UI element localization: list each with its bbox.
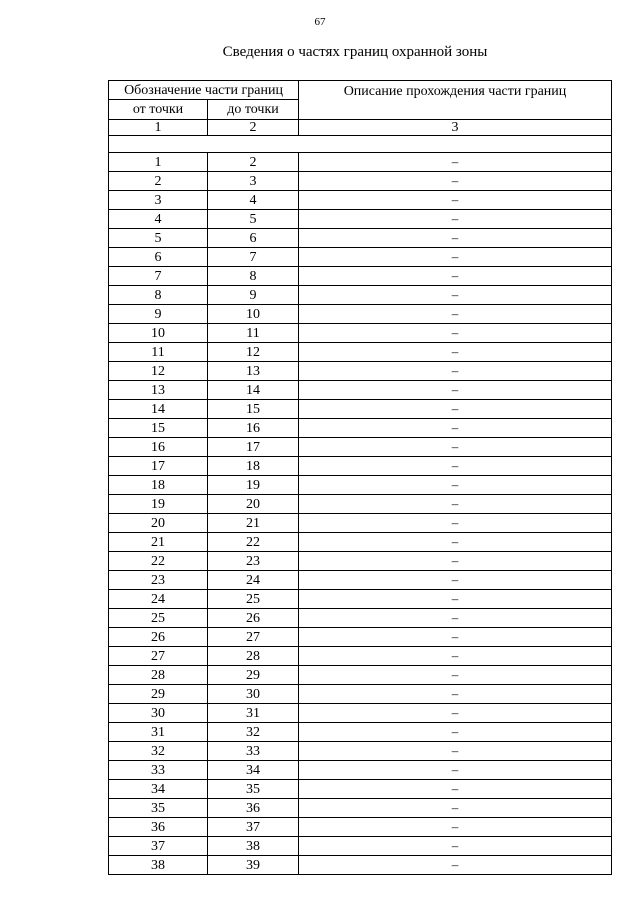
from-point-cell: 12 <box>109 362 208 381</box>
description-cell <box>299 704 612 723</box>
table-row <box>109 799 612 818</box>
description-dash: – <box>451 629 459 644</box>
description-dash: – <box>451 648 459 663</box>
designation-header: Обозначение части границ <box>109 81 299 100</box>
description-dash: – <box>451 724 459 739</box>
boundary-parts-table <box>108 80 612 875</box>
description-dash: – <box>451 705 459 720</box>
spacer-row <box>109 136 612 153</box>
to-point-cell: 18 <box>208 457 299 476</box>
description-cell <box>299 438 612 457</box>
table-row <box>109 609 612 628</box>
description-cell <box>299 248 612 267</box>
from-point-cell: 10 <box>109 324 208 343</box>
description-cell <box>299 533 612 552</box>
to-point-cell: 36 <box>208 799 299 818</box>
table-row <box>109 761 612 780</box>
description-dash: – <box>451 819 459 834</box>
from-point-cell: 1 <box>109 153 208 172</box>
description-cell <box>299 419 612 438</box>
description-cell <box>299 761 612 780</box>
to-point-cell: 19 <box>208 476 299 495</box>
description-dash: – <box>451 857 459 872</box>
table-row <box>109 400 612 419</box>
from-point-cell: 36 <box>109 818 208 837</box>
table-row <box>109 666 612 685</box>
to-point-cell: 4 <box>208 191 299 210</box>
table-row <box>109 476 612 495</box>
to-point-header: до точки <box>208 100 299 120</box>
from-point-cell: 24 <box>109 590 208 609</box>
spacer-cell <box>109 136 612 153</box>
from-point-cell: 31 <box>109 723 208 742</box>
description-dash: – <box>451 610 459 625</box>
description-cell <box>299 685 612 704</box>
table-row <box>109 723 612 742</box>
description-dash: – <box>451 173 459 188</box>
from-point-cell: 20 <box>109 514 208 533</box>
to-point-cell: 32 <box>208 723 299 742</box>
from-point-cell: 17 <box>109 457 208 476</box>
to-point-cell: 2 <box>208 153 299 172</box>
from-point-cell: 19 <box>109 495 208 514</box>
to-point-cell: 16 <box>208 419 299 438</box>
description-dash: – <box>451 306 459 321</box>
column-number: 3 <box>299 120 612 136</box>
from-point-cell: 5 <box>109 229 208 248</box>
table-row <box>109 514 612 533</box>
description-dash: – <box>451 439 459 454</box>
from-point-cell: 13 <box>109 381 208 400</box>
table-row <box>109 571 612 590</box>
from-point-cell: 15 <box>109 419 208 438</box>
from-point-cell: 37 <box>109 837 208 856</box>
description-dash: – <box>451 344 459 359</box>
table-row <box>109 495 612 514</box>
from-point-cell: 33 <box>109 761 208 780</box>
table-row <box>109 419 612 438</box>
from-point-cell: 35 <box>109 799 208 818</box>
to-point-cell: 24 <box>208 571 299 590</box>
description-cell <box>299 153 612 172</box>
description-cell <box>299 818 612 837</box>
to-point-cell: 9 <box>208 286 299 305</box>
description-cell <box>299 305 612 324</box>
column-number-row <box>109 120 612 136</box>
description-cell <box>299 267 612 286</box>
to-point-cell: 14 <box>208 381 299 400</box>
description-cell <box>299 210 612 229</box>
description-cell <box>299 837 612 856</box>
description-dash: – <box>451 534 459 549</box>
description-dash: – <box>451 553 459 568</box>
description-cell <box>299 723 612 742</box>
description-cell <box>299 495 612 514</box>
to-point-cell: 3 <box>208 172 299 191</box>
description-dash: – <box>451 591 459 606</box>
description-cell <box>299 362 612 381</box>
description-cell <box>299 609 612 628</box>
to-point-cell: 8 <box>208 267 299 286</box>
table-row <box>109 305 612 324</box>
table-row <box>109 533 612 552</box>
description-dash: – <box>451 287 459 302</box>
description-dash: – <box>451 667 459 682</box>
description-cell <box>299 590 612 609</box>
table-row <box>109 248 612 267</box>
table-row <box>109 552 612 571</box>
description-dash: – <box>451 249 459 264</box>
description-cell <box>299 514 612 533</box>
description-cell <box>299 457 612 476</box>
table-row <box>109 229 612 248</box>
from-point-cell: 27 <box>109 647 208 666</box>
from-point-cell: 11 <box>109 343 208 362</box>
from-point-cell: 18 <box>109 476 208 495</box>
from-point-header: от точки <box>109 100 208 120</box>
description-dash: – <box>451 572 459 587</box>
table-row <box>109 780 612 799</box>
to-point-cell: 33 <box>208 742 299 761</box>
description-cell <box>299 400 612 419</box>
description-dash: – <box>451 325 459 340</box>
to-point-cell: 37 <box>208 818 299 837</box>
to-point-cell: 30 <box>208 685 299 704</box>
table-row <box>109 837 612 856</box>
description-header: Описание прохождения части границ <box>299 81 612 120</box>
table-row <box>109 457 612 476</box>
table-row <box>109 362 612 381</box>
page-title: Сведения о частях границ охранной зоны <box>222 44 488 60</box>
to-point-cell: 27 <box>208 628 299 647</box>
from-point-cell: 25 <box>109 609 208 628</box>
to-point-cell: 17 <box>208 438 299 457</box>
description-cell <box>299 780 612 799</box>
to-point-cell: 15 <box>208 400 299 419</box>
from-point-cell: 34 <box>109 780 208 799</box>
table-row <box>109 191 612 210</box>
table-row <box>109 153 612 172</box>
description-dash: – <box>451 838 459 853</box>
from-point-cell: 29 <box>109 685 208 704</box>
description-dash: – <box>451 781 459 796</box>
to-point-cell: 22 <box>208 533 299 552</box>
description-cell <box>299 628 612 647</box>
from-point-cell: 22 <box>109 552 208 571</box>
from-point-cell: 16 <box>109 438 208 457</box>
table-row <box>109 818 612 837</box>
description-cell <box>299 172 612 191</box>
description-dash: – <box>451 743 459 758</box>
description-dash: – <box>451 211 459 226</box>
from-point-cell: 21 <box>109 533 208 552</box>
column-number: 2 <box>208 120 299 136</box>
to-point-cell: 38 <box>208 837 299 856</box>
from-point-cell: 8 <box>109 286 208 305</box>
to-point-cell: 21 <box>208 514 299 533</box>
table-row <box>109 742 612 761</box>
description-dash: – <box>451 382 459 397</box>
to-point-cell: 25 <box>208 590 299 609</box>
to-point-cell: 26 <box>208 609 299 628</box>
table-row <box>109 343 612 362</box>
table-row <box>109 856 612 875</box>
from-point-cell: 26 <box>109 628 208 647</box>
table-row <box>109 685 612 704</box>
description-dash: – <box>451 154 459 169</box>
from-point-cell: 28 <box>109 666 208 685</box>
description-cell <box>299 381 612 400</box>
table-header <box>109 81 612 120</box>
description-dash: – <box>451 496 459 511</box>
description-cell <box>299 666 612 685</box>
description-dash: – <box>451 401 459 416</box>
from-point-cell: 32 <box>109 742 208 761</box>
description-cell <box>299 324 612 343</box>
description-dash: – <box>451 230 459 245</box>
from-point-cell: 23 <box>109 571 208 590</box>
to-point-cell: 13 <box>208 362 299 381</box>
description-cell <box>299 476 612 495</box>
description-dash: – <box>451 762 459 777</box>
from-point-cell: 9 <box>109 305 208 324</box>
description-cell <box>299 191 612 210</box>
table-row <box>109 210 612 229</box>
table-row <box>109 704 612 723</box>
to-point-cell: 11 <box>208 324 299 343</box>
to-point-cell: 29 <box>208 666 299 685</box>
table-row <box>109 381 612 400</box>
table-row <box>109 438 612 457</box>
from-point-cell: 7 <box>109 267 208 286</box>
to-point-cell: 12 <box>208 343 299 362</box>
table-row <box>109 647 612 666</box>
table-row <box>109 590 612 609</box>
from-point-cell: 3 <box>109 191 208 210</box>
to-point-cell: 23 <box>208 552 299 571</box>
from-point-cell: 2 <box>109 172 208 191</box>
to-point-cell: 6 <box>208 229 299 248</box>
page-number: 67 <box>314 16 326 28</box>
description-cell <box>299 799 612 818</box>
description-dash: – <box>451 420 459 435</box>
to-point-cell: 35 <box>208 780 299 799</box>
description-dash: – <box>451 192 459 207</box>
to-point-cell: 7 <box>208 248 299 267</box>
table-row <box>109 267 612 286</box>
to-point-cell: 10 <box>208 305 299 324</box>
description-cell <box>299 286 612 305</box>
to-point-cell: 39 <box>208 856 299 875</box>
table-row <box>109 172 612 191</box>
to-point-cell: 20 <box>208 495 299 514</box>
description-cell <box>299 571 612 590</box>
from-point-cell: 30 <box>109 704 208 723</box>
from-point-cell: 6 <box>109 248 208 267</box>
table-row <box>109 324 612 343</box>
description-dash: – <box>451 686 459 701</box>
description-dash: – <box>451 800 459 815</box>
from-point-cell: 38 <box>109 856 208 875</box>
from-point-cell: 4 <box>109 210 208 229</box>
table-row <box>109 628 612 647</box>
to-point-cell: 34 <box>208 761 299 780</box>
description-cell <box>299 343 612 362</box>
to-point-cell: 5 <box>208 210 299 229</box>
table-row <box>109 286 612 305</box>
description-dash: – <box>451 515 459 530</box>
description-cell <box>299 229 612 248</box>
to-point-cell: 28 <box>208 647 299 666</box>
description-cell <box>299 742 612 761</box>
to-point-cell: 31 <box>208 704 299 723</box>
from-point-cell: 14 <box>109 400 208 419</box>
description-cell <box>299 647 612 666</box>
description-cell <box>299 552 612 571</box>
description-cell <box>299 856 612 875</box>
table-body <box>109 120 612 875</box>
description-dash: – <box>451 458 459 473</box>
description-dash: – <box>451 268 459 283</box>
description-dash: – <box>451 363 459 378</box>
column-number: 1 <box>109 120 208 136</box>
description-dash: – <box>451 477 459 492</box>
